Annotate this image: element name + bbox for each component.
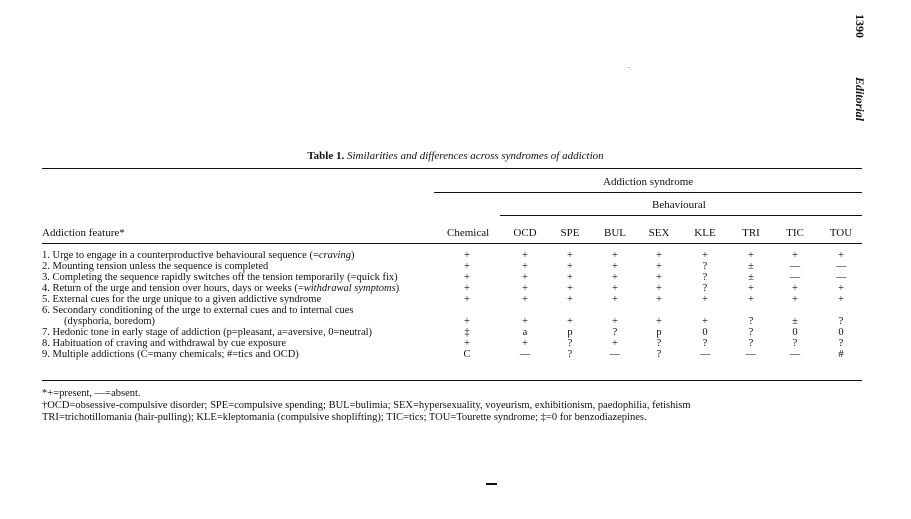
- column-header-bul: BUL: [604, 227, 626, 239]
- table-cell: +: [656, 283, 662, 294]
- column-header-sex: SEX: [648, 227, 670, 239]
- table-cell: +: [464, 261, 470, 272]
- table-cell: [685, 305, 725, 316]
- table-cell: +: [522, 338, 528, 349]
- column-tou: [821, 250, 861, 360]
- footnote: *+=present, —=absent.: [42, 388, 141, 399]
- feature-row: 2. Mounting tension unless the sequence is completed: [42, 261, 269, 272]
- feature-row: 1. Urge to engage in a counterproductive behavioural sequence (=craving): [42, 250, 355, 261]
- table-cell: [550, 305, 590, 316]
- column-tri: [731, 250, 771, 360]
- table-cell: +: [838, 250, 844, 261]
- table-cell: +: [748, 283, 754, 294]
- table-cell: +: [567, 261, 573, 272]
- subgroup-header: Behavioural: [652, 199, 706, 211]
- table-cell: —: [789, 272, 801, 283]
- table-cell: ±: [748, 261, 754, 272]
- table-bottom-rule: [42, 380, 862, 381]
- table-cell: +: [656, 261, 662, 272]
- table-cell: ?: [702, 283, 708, 294]
- table-cell: [821, 305, 861, 316]
- table-title: [0, 150, 911, 162]
- table-cell: —: [789, 349, 801, 360]
- column-header-tri: TRI: [742, 227, 760, 239]
- table-cell: ±: [792, 316, 798, 327]
- column-sex: [639, 250, 679, 360]
- table-cell: +: [567, 283, 573, 294]
- table-cell: +: [838, 294, 844, 305]
- table-cell: +: [612, 272, 618, 283]
- table-cell: +: [656, 316, 662, 327]
- table-cell: ?: [748, 327, 754, 338]
- table-top-rule: [42, 168, 862, 169]
- feature-row: (dysphoria, boredom): [64, 316, 155, 327]
- table-cell: +: [522, 283, 528, 294]
- table-cell: ?: [838, 316, 844, 327]
- table-cell: +: [522, 261, 528, 272]
- column-header-tou: TOU: [829, 227, 853, 239]
- table-cell: +: [612, 294, 618, 305]
- table-cell: p: [656, 327, 662, 338]
- table-cell: a: [522, 327, 528, 338]
- table-cell: +: [792, 294, 798, 305]
- feature-row: 3. Completing the sequence rapidly switches off the tension temporarily (=quick fix): [42, 272, 398, 283]
- column-ocd: [505, 250, 545, 360]
- table-cell: [639, 305, 679, 316]
- table-cell: +: [656, 294, 662, 305]
- column-kle: [685, 250, 725, 360]
- table-cell: ?: [612, 327, 618, 338]
- table-cell: ?: [702, 338, 708, 349]
- table-cell: ?: [748, 338, 754, 349]
- table-cell: +: [567, 316, 573, 327]
- column-header-chemical: Chemical: [447, 227, 490, 239]
- section-title: Editorial: [853, 77, 867, 122]
- table-cell: +: [464, 338, 470, 349]
- table-cell: p: [567, 327, 573, 338]
- footnote: TRI=trichotillomania (hair-pulling); KLE=kleptomania (compulsive shoplifting); TIC=tics; TOU=Tourette syndrome; ‡=0 for benzodiazepines.: [42, 412, 647, 423]
- table-cell: ?: [838, 338, 844, 349]
- table-cell: #: [838, 349, 844, 360]
- column-bul: [595, 250, 635, 360]
- table-cell: ?: [748, 316, 754, 327]
- table-cell: +: [464, 250, 470, 261]
- column-header-spe: SPE: [560, 227, 580, 239]
- table-cell: +: [748, 294, 754, 305]
- subgroup-rule: [500, 215, 862, 216]
- table-cell: ?: [656, 349, 662, 360]
- table-cell: +: [522, 272, 528, 283]
- scan-speck: [629, 67, 630, 68]
- feature-list: [42, 250, 399, 360]
- table-cell: +: [702, 250, 708, 261]
- page-number: 1390: [853, 14, 867, 38]
- table-cell: ?: [792, 338, 798, 349]
- feature-row: 5. External cues for the urge unique to a given addictive syndrome: [42, 294, 322, 305]
- table-cell: +: [702, 316, 708, 327]
- table-cell: ?: [656, 338, 662, 349]
- column-chemical: [447, 250, 487, 360]
- table-cell: C: [463, 349, 471, 360]
- column-tic: [775, 250, 815, 360]
- table-cell: 0: [838, 327, 844, 338]
- group-rule: [434, 192, 862, 193]
- feature-row: 4. Return of the urge and tension over hours, days or weeks (=withdrawal symptoms): [42, 283, 400, 294]
- table-cell: +: [656, 250, 662, 261]
- table-cell: [505, 305, 545, 316]
- table-cell: +: [702, 294, 708, 305]
- page-dash-mark: [486, 483, 497, 485]
- table-cell: +: [838, 283, 844, 294]
- group-header: Addiction syndrome: [603, 176, 694, 188]
- table-cell: +: [792, 283, 798, 294]
- table-cell: +: [567, 250, 573, 261]
- table-cell: +: [464, 283, 470, 294]
- table-cell: [775, 305, 815, 316]
- table-cell: ?: [702, 261, 708, 272]
- table-cell: +: [522, 250, 528, 261]
- table-cell: +: [792, 250, 798, 261]
- feature-row: 7. Hedonic tone in early stage of addiction (p=pleasant, a=aversive, 0=neutral): [42, 327, 373, 338]
- table-cell: —: [835, 272, 847, 283]
- table-cell: +: [464, 294, 470, 305]
- table-cell: —: [609, 349, 621, 360]
- table-cell: 0: [702, 327, 708, 338]
- table-cell: +: [612, 250, 618, 261]
- table-cell: —: [745, 349, 757, 360]
- table-cell: 0: [792, 327, 798, 338]
- feature-header: Addiction feature*: [42, 227, 125, 239]
- table-cell: —: [835, 261, 847, 272]
- table-cell: +: [522, 316, 528, 327]
- table-cell: ?: [567, 349, 573, 360]
- table-cell: [595, 305, 635, 316]
- table-cell: +: [612, 283, 618, 294]
- table-label: Table 1.: [307, 150, 345, 162]
- table-cell: +: [656, 272, 662, 283]
- footnote: †OCD=obsessive-compulsive disorder; SPE=compulsive spending; BUL=bulimia; SEX=hypersexuality, voyeurism, exhibitionism, paedophilia, fetishism: [42, 400, 691, 411]
- table-cell: +: [464, 272, 470, 283]
- table-cell: +: [612, 316, 618, 327]
- table-cell: +: [464, 316, 470, 327]
- table-cell: —: [699, 349, 711, 360]
- column-header-ocd: OCD: [513, 227, 537, 239]
- table-cell: ?: [702, 272, 708, 283]
- table-cell: —: [519, 349, 531, 360]
- table-cell: +: [567, 294, 573, 305]
- feature-row: 8. Habituation of craving and withdrawal by cue exposure: [42, 338, 287, 349]
- table-cell: +: [612, 338, 618, 349]
- table-footnotes: [42, 388, 691, 424]
- table-cell: —: [789, 261, 801, 272]
- table-cell: [447, 305, 487, 316]
- table-cell: ?: [567, 338, 573, 349]
- table-cell: +: [567, 272, 573, 283]
- table-cell: +: [612, 261, 618, 272]
- feature-row: 6. Secondary conditioning of the urge to external cues and to internal cues: [42, 305, 354, 316]
- table-cell: [731, 305, 771, 316]
- table-cell: ‡: [464, 327, 470, 338]
- column-header-kle: KLE: [694, 227, 716, 239]
- column-header-tic: TIC: [786, 227, 804, 239]
- running-head: [852, 14, 867, 121]
- header-rule: [42, 243, 862, 244]
- feature-row: 9. Multiple addictions (C=many chemicals; #=tics and OCD): [42, 349, 299, 360]
- table-caption: Similarities and differences across syndromes of addiction: [346, 150, 604, 162]
- table-cell: ±: [748, 272, 754, 283]
- table-cell: +: [522, 294, 528, 305]
- column-spe: [550, 250, 590, 360]
- table-cell: +: [748, 250, 754, 261]
